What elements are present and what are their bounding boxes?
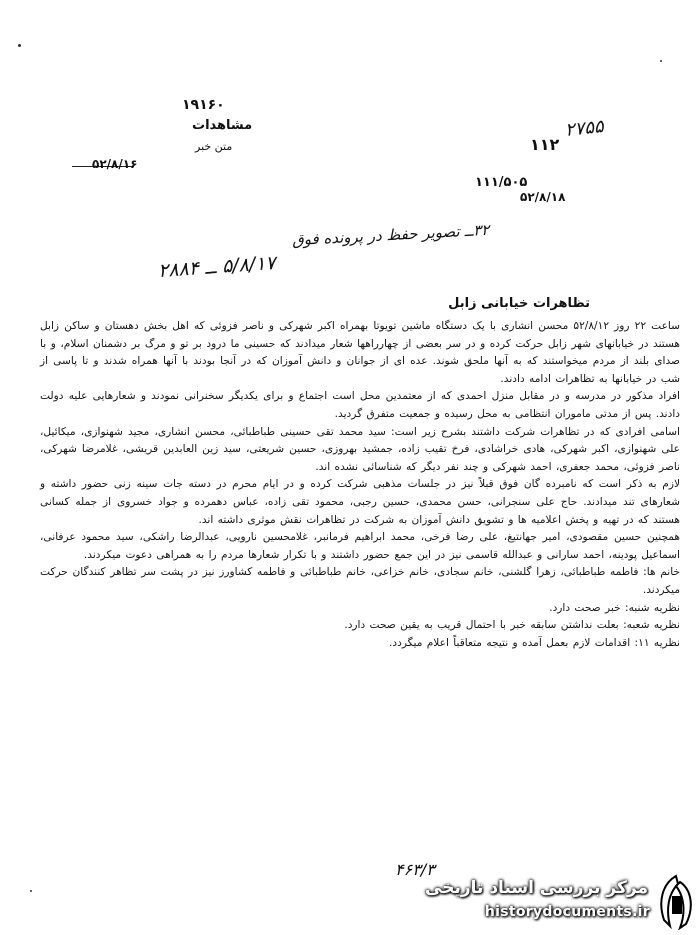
header-right-date: ۵۲/۸/۱۸ [520, 190, 566, 204]
header-right-number: ۱۱۲ [530, 135, 560, 154]
document-body [40, 318, 680, 652]
paragraph-1: ساعت ۲۲ روز ۵۲/۸/۱۲ محسن انشاری با یک دستگاه ماشین تویوتا بهمراه اکبر شهرکی و ناصر فزوئی که اهل بخش دهستان و ساکن زابل هستند در خیابانهای شهر زابل حرکت کرده و در سر بعضی از چهارراهها شعار میدادند که حسینی ما درود بر تو و مرگ بر دشمنان اسلام، و با صدای بلند از مردم میخواستند که به آنها ملحق شوند. عده ای از جوانان و دانش آموزان که در آنجا بودند با آنها همراه شدند و تا پاسی از شب در خیابانها به تظاهرات ادامه دادند. [40, 320, 680, 385]
header-right-scrawl: ۲۷۵۵ [564, 116, 605, 141]
watermark-url: historydocuments.ir [484, 904, 650, 920]
scan-speck [660, 60, 662, 62]
stamp-number: ۵/۸/۱۷ ــ ۲۸۸۴ [157, 251, 277, 283]
paragraph-2: افراد مذکور در مدرسه و در مقابل منزل احمدی که از معتمدین محل است اجتماع و برای یکدیگر سخنرانی نمودند و شعارهایی علیه دولت دادند. پس از مدتی ماموران انتظامی به محل رسیده و جمعیت متفرق گردید. [40, 390, 680, 420]
scan-speck [30, 890, 32, 892]
header-left-subtitle: متن خبر [195, 140, 233, 153]
header-left-number: ۱۹۱۶۰ [182, 97, 225, 113]
evaluation-line: نظریه شنبه: خبر صحت دارد. [549, 601, 680, 614]
archive-emblem-icon [654, 874, 698, 930]
paragraph-3: اسامی افرادی که در تظاهرات شرکت داشتند بشرح زیر است: سید محمد تقی حسینی طباطبائی، محسن انشاری، مجید شهنوازی، میکائیل، علی شهنوازی، اکبر شهرکی، هادی خراشادی، فرخ تقیب زاده، جمشید بهروزی، حسین شریعتی، سید زین العابدین قریشی، غلامرضا شهرکی، ناصر فزوئی، محمد جعفری، احمد شهرکی و چند نفر دیگر که شناسائی نشده اند. [40, 425, 680, 473]
watermark-title: مرکز بررسی اسناد تاریخی [425, 878, 648, 898]
document-heading: تظاهرات خیابانی زابل [448, 296, 590, 311]
footer-note: نظریه ۱۱: اقدامات لازم بعمل آمده و نتیجه متعاقباً اعلام میگردد. [389, 636, 680, 649]
handwritten-note: ۳۲ــ تصویر حفظ در پرونده فوق [291, 220, 490, 250]
header-left-date: ۵۲/۸/۱۶ [92, 157, 138, 171]
watermark-logo [425, 868, 700, 935]
bottom-mark: ۴۶۳/۳ [395, 860, 435, 879]
source-note: نظریه شعبه: بعلت نداشتن سابقه خبر با احتمال قریب به یقین صحت دارد. [344, 619, 680, 632]
scan-speck [18, 44, 21, 47]
header-left-title: مشاهدات [192, 118, 253, 133]
paragraph-5: همچنین حسین مقصودی، امیر جهانتیغ، علی رضا فرخی، محمد ابراهیم فرمانبر، غلامحسین نارویی، عبدالرضا راشکی، سید محمود عرفانی، اسماعیل پودینه، احمد سارانی و عبدالله قاسمی نیز در این جمع حضور داشتند و با تکرار شعارها مردم را به همراهی دعوت میکردند. [40, 531, 680, 561]
paragraph-4: لازم به ذکر است که نامبرده گان فوق قبلاً نیز در جلسات مذهبی شرکت کرده و در ایام محرم در دسته جات سینه زنی حضور داشته و شعارهای تند میدادند. حاج علی سنجرانی، حسن محمدی، حسین رجبی، محمود تقی زاده، عباس دهمرده و جواد خسروی از جمله کسانی هستند که در تهیه و پخش اعلامیه ها و تشویق دانش آموزان به شرکت در تظاهرات نقش موثری داشته اند. [40, 478, 680, 526]
paragraph-6: خانم ها: فاطمه طباطبائی، زهرا گلشنی، خانم سجادی، خانم خزاعی، خانم طباطبائی و فاطمه کشاورز نیز در پشت سر تظاهر کنندگان حرکت میکردند. [40, 566, 680, 596]
header-right-ref: ۱۱۱/۵۰۵ [475, 175, 528, 190]
